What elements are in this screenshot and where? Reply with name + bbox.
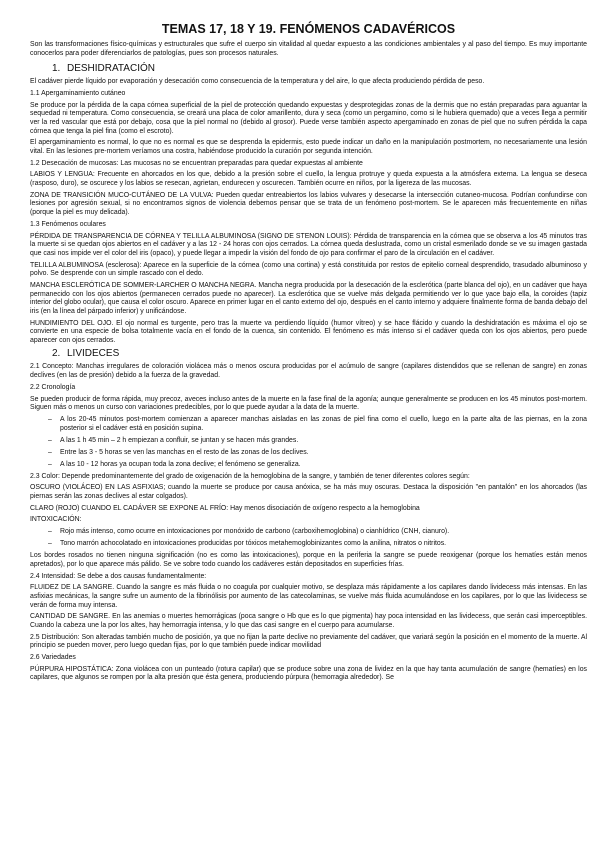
paragraph: PÉRDIDA DE TRANSPARENCIA DE CÓRNEA Y TELILLA ALBUMINOSA (SIGNO DE STENON LOUIS): Pérdida de transparencia en la córnea que se observa a los 45 minutos tras la muerte si se quedan ojos abiertos en el cadáver y a las 12 - 24 horas con ojos cerrados. La córnea queda deslustrada, como un cristal esmerilado donde se ve su imagen gastada que casi nos impide ver el color del iris (opaco), y puede llegar a impedir la visión del fondo de ojo para confirmar el paro de la circulación en el cadáver. [30, 232, 587, 257]
paragraph: Se pueden producir de forma rápida, muy precoz, aveces incluso antes de la muerte en la fase final de la agonía; aunque generalmente se producen en los 45 minutos post-mortem. Siguen más o menos un curso con variaciones predecibles, por lo que puede ayudar a la data de la muerte. [30, 395, 587, 412]
paragraph: 2.5 Distribución: Son alteradas también mucho de posición, ya que no fijan la parte declive no previamente del cadáver, que variará según la posición en el momento de la muerte. Al principio se pueden mover, pero luego quedan fijas, por lo que también puede indicar movilidad [30, 633, 587, 650]
paragraph: 2.1 Concepto: Manchas irregulares de coloración violácea más o menos oscura producidas por el acúmulo de sangre (capilares distendidos que se rellenan de sangre) en zonas declives (en las de presión) debido a la fuerza de la gravedad. [30, 363, 587, 380]
list-item: – A las 1 h 45 min – 2 h empiezan a confluir, se juntan y se hacen más grandes. [48, 437, 587, 446]
paragraph: MANCHA ESCLERÓTICA DE SOMMER-LARCHER O MANCHA NEGRA. Mancha negra producida por la desecación de la esclerótica (parte blanca del ojo), en un cadáver que haya permanecido con los ojos abiertos (permanecen cerrados puede no aparecer). La esclerótica que se vuelve más delgada permitiendo ver lo que yace bajo ella, la coroides (tapiz interior del globo ocular), que causa el color oscuro. Aparece en primer lugar en el canto externo del ojo, después en el canto interno y adquiere finalmente forma de banda debajo del iris (en la línea del párpado inferior) y unificándose. [30, 281, 587, 315]
subheading: 2.2 Cronología [30, 383, 76, 391]
paragraph: Los bordes rosados no tienen ninguna significación (no es como las intoxicaciones), porque en la periferia la sangre se puede reoxigenar (porque los hematíes están menos apretados), por lo que aparece más pálido. Se ve sobre todo cuando los cadáveres están depositados en superficies frías. [30, 552, 587, 568]
paragraph: OSCURO (VIOLÁCEO) EN LAS ASFIXIAS; cuando la muerte se produce por causa anóxica, se ha más muy oscuras. Destaca la disposición "en pantalón" en los ahorcados (las piernas serán las zonas declives al estar colgados). [30, 484, 587, 500]
intoxication-list [30, 528, 587, 549]
subheading: 2.6 Variedades [30, 654, 76, 662]
subheading: 2.4 Intensidad: Se debe a dos causas fundamentalmente: [30, 572, 207, 580]
subheading: 1.3 Fenómenos oculares [30, 220, 106, 228]
section-heading-livideces [52, 348, 587, 360]
list-item: – Tono marrón achocolatado en intoxicaciones producidas por tóxicos metahemoglobinizantes como la anilina, nitratos o nitritos. [48, 540, 587, 549]
section-number: 1. [52, 63, 61, 75]
paragraph: FLUIDEZ DE LA SANGRE. Cuando la sangre es más fluida o no coagula por cualquier motivo, se desplaza más rápidamente a los capilares dando lividecess más intensas. En las asfixias mecánicas, la sangre sufre un aumento de la fibrinólisis por aumento de las catecolaminas, se vuelve más fluida acumulándose en los capilares, por lo que las lividecess se verán de forma muy intensa. [30, 584, 587, 609]
paragraph: HUNDIMIENTO DEL OJO. El ojo normal es turgente, pero tras la muerte va perdiendo líquido (humor vítreo) y se hace flácido y cuando la deshidratación es máxima el ojo se convierte en una especie de bolsa totalmente vacía en el fondo de la cuenca, sin contenido. El fenómeno es más intenso si el cadáver queda con los ojos abiertos, pero puede aparecer con ojos cerrados. [30, 319, 587, 344]
list-item: – Rojo más intenso, como ocurre en intoxicaciones por monóxido de carbono (carboxihemoglobina) o cianhídrico (CNH, cianuro). [48, 528, 587, 537]
paragraph: 2.3 Color: Depende predominantemente del grado de oxigenación de la hemoglobina de la sangre, y también de tener diferentes colores según: [30, 472, 470, 480]
paragraph: LABIOS Y LENGUA: Frecuente en ahorcados en los que, debido a la presión sobre el cuello, la lengua protruye y queda expuesta a la atmósfera externa. La lengua se deseca (rasposo, duro), se oscurece y los labios se resecan, agrietan, endurecen y oscurecen. También ocurre en niños, por la ligereza de las mucosas. [30, 171, 587, 188]
paragraph: PÚRPURA HIPOSTÁTICA: Zona violácea con un punteado (rotura capilar) que se produce sobre una zona de lividez en la que hay tanta acumulación de sangre (hematíes) en los capilares, que algunos se rompen por la alta presión que ésta genera, produciendo púrpura (hemorragia alrededor). Se [30, 665, 587, 682]
intro-paragraph: Son las transformaciones físico-químicas y estructurales que sufre el cuerpo sin vitalidad al quedar expuesto a las condiciones ambientales y al paso del tiempo. Es muy importante conocerlos para poder diferenciarlos de patologías, pues son procesos naturales. [30, 41, 587, 57]
paragraph: ZONA DE TRANSICIÓN MUCO-CUTÁNEO DE LA VULVA: Pueden quedar entreabiertos los labios vulvares y desecarse la intersección cutaneo-mucosa. Podrían confundirse con lesiones por agresión sexual, si no encontramos signos de violencia debemos pensar que se trata de un fenómeno post-mortem. Se le aparecen más frecuentemente en niñas (porque la piel es muy delicada). [30, 191, 587, 217]
list-item: – A las 10 - 12 horas ya ocupan toda la zona declive; el fenómeno se generaliza. [48, 461, 587, 470]
subheading: 1.2 Desecación de mucosas: Las mucosas no se encuentran preparadas para quedar expuestas al ambiente [30, 159, 363, 167]
section-heading-deshidratacion [52, 63, 587, 75]
subheading: 1.1 Apergaminamiento cutáneo [30, 89, 126, 97]
section-title: LIVIDECES [67, 348, 120, 360]
subheading: INTOXICACIÓN: [30, 516, 82, 524]
list-item: – Entre las 3 - 5 horas se ven las manchas en el resto de las zonas de los declives. [48, 449, 587, 458]
section-title: DESHIDRATACIÓN [67, 63, 155, 75]
paragraph: Se produce por la pérdida de la capa córnea superficial de la piel de protección quedando expuestas y desprotegidas zonas de la dermis que no están preparadas para aguantar la sequedad ni temperatura. Como consecuencia, se creará una placa de color amarillento, dura y seca (como un pergamino, como si le hubiera quemado) que a veces llega a permitir ver la red vascular que está por debajo, cosa que la piel normal no (debido al grosor). Puede verse también aspecto apergaminado en zonas de piel que no sufren pérdida la capa córnea que tenga la piel fina (como el escroto). [30, 101, 587, 135]
paragraph: CANTIDAD DE SANGRE. En las anemias o muertes hemorrágicas (poca sangre o Hb que es lo que pigmenta) hay poca intensidad en las lividecess, que serán casi imperceptibles. Cuando la cabeza une la por los altes, hay hemorragia intensa, y lo que das casi sangre en el cuerpo para acumularse. [30, 613, 587, 629]
paragraph: TELILLA ALBUMINOSA (esclerosa): Aparece en la superficie de la córnea (como una cortina) y está constituida por restos de epitelio corneal desprendido, trasudado albuminoso y polvo. Se desprende con un simple rascado con el dedo. [30, 261, 587, 278]
page-title: TEMAS 17, 18 Y 19. FENÓMENOS CADAVÉRICOS [161, 22, 456, 36]
paragraph: El apergaminamiento es normal, lo que no es normal es que se desprenda la epidermis, esto puede indicar un daño en la manipulación postmortem, no necesariamente una lesión vital. En las lesiones pre-mortem veríamos una costra, habiéndose producido la curación por segunda intención. [30, 139, 587, 155]
chronology-list [30, 416, 587, 469]
section-number: 2. [52, 348, 61, 360]
list-item: – A los 20-45 minutos post-mortem comienzan a aparecer manchas aisladas en las zonas de piel fina como el cuello, luego en la parte alta de las piernas, en la zona posterior si el cadáver está en posición supina. [48, 416, 587, 433]
paragraph: CLARO (ROJO) CUANDO EL CADÁVER SE EXPONE AL FRÍO: Hay menos disociación de oxígeno respecto a la hemoglobina [30, 504, 420, 512]
paragraph: El cadáver pierde líquido por evaporación y desecación como consecuencia de la temperatura y del aire, lo que afecta produciendo pérdida de peso. [30, 78, 485, 86]
